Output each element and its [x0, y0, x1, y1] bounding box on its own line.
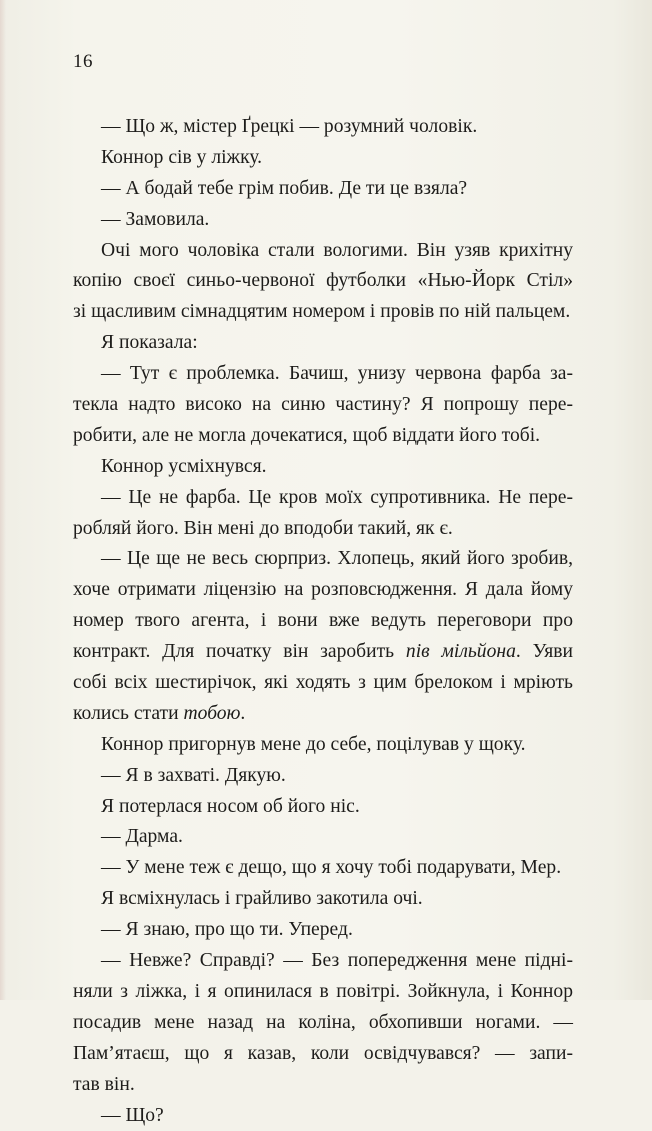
text-line: Коннор усміхнувся.: [101, 452, 573, 483]
page-edge-shadow: [0, 0, 6, 1000]
text-line: копію своєї синьо-червоної футболки «Нью-Йорк Стіл»: [73, 266, 573, 297]
text-line: зі щасливим сімнадцятим номером і провів по ній пальцем.: [73, 297, 573, 328]
text-line: [73, 637, 573, 668]
text-line: [73, 699, 573, 730]
text-line: Пам’ятаєш, що я казав, коли освідчувався? — запи-: [73, 1039, 573, 1070]
text-line: — Замовила.: [101, 205, 573, 236]
text-line: собі всіх шестирічок, які ходять з цим брелоком і мріють: [73, 668, 573, 699]
text-line: — Що ж, містер Ґрецкі — розумний чоловік.: [101, 112, 573, 143]
italic-emphasis: тобою: [184, 703, 241, 724]
text-line: хоче отримати ліцензію на розповсюдження. Я дала йому: [73, 575, 573, 606]
text-line: Я всміхнулась і грайливо закотила очі.: [101, 884, 573, 915]
text-line: — Дарма.: [101, 822, 573, 853]
text-segment: .: [240, 703, 245, 724]
text-line: — Невже? Справді? — Без попередження мене підні-: [101, 946, 573, 977]
text-line: Коннор пригорнув мене до себе, поцілував у щоку.: [101, 730, 573, 761]
text-line: Коннор сів у ліжку.: [101, 143, 573, 174]
text-line: Очі мого чоловіка стали вологими. Він узяв крихітну: [101, 236, 573, 267]
text-segment: . Уяви: [516, 641, 573, 662]
page-number: 16: [73, 50, 93, 74]
body-text: [101, 112, 573, 1131]
text-line: няли з ліжка, і я опинилася в повітрі. Зойкнула, і Коннор: [73, 977, 573, 1008]
text-line: — Я знаю, про що ти. Уперед.: [101, 915, 573, 946]
text-line: — У мене теж є дещо, що я хочу тобі подарувати, Мер.: [101, 853, 573, 884]
text-line: Я потерлася носом об його ніс.: [101, 792, 573, 823]
text-line: — Я в захваті. Дякую.: [101, 761, 573, 792]
text-line: посадив мене назад на коліна, обхопивши ногами. —: [73, 1008, 573, 1039]
text-segment: колись стати: [73, 703, 184, 724]
text-line: — Це не фарба. Це кров моїх супротивника. Не пере-: [101, 483, 573, 514]
text-line: — Це ще не весь сюрприз. Хлопець, який його зробив,: [101, 544, 573, 575]
italic-emphasis: пів мільйона: [406, 641, 516, 662]
text-line: — А бодай тебе грім побив. Де ти це взяла?: [101, 174, 573, 205]
text-line: номер твого агента, і вони вже ведуть переговори про: [73, 606, 573, 637]
text-line: — Тут є проблемка. Бачиш, унизу червона фарба за-: [101, 359, 573, 390]
text-line: робляй його. Він мені до вподоби такий, як є.: [73, 514, 573, 545]
text-line: — Що?: [101, 1101, 573, 1131]
text-line: робити, але не могла дочекатися, щоб віддати його тобі.: [73, 421, 573, 452]
text-line: тав він.: [73, 1070, 573, 1101]
text-line: Я показала:: [101, 328, 573, 359]
text-segment: контракт. Для початку він заробить: [73, 641, 406, 662]
text-line: текла надто високо на синю частину? Я попрошу пере-: [73, 390, 573, 421]
